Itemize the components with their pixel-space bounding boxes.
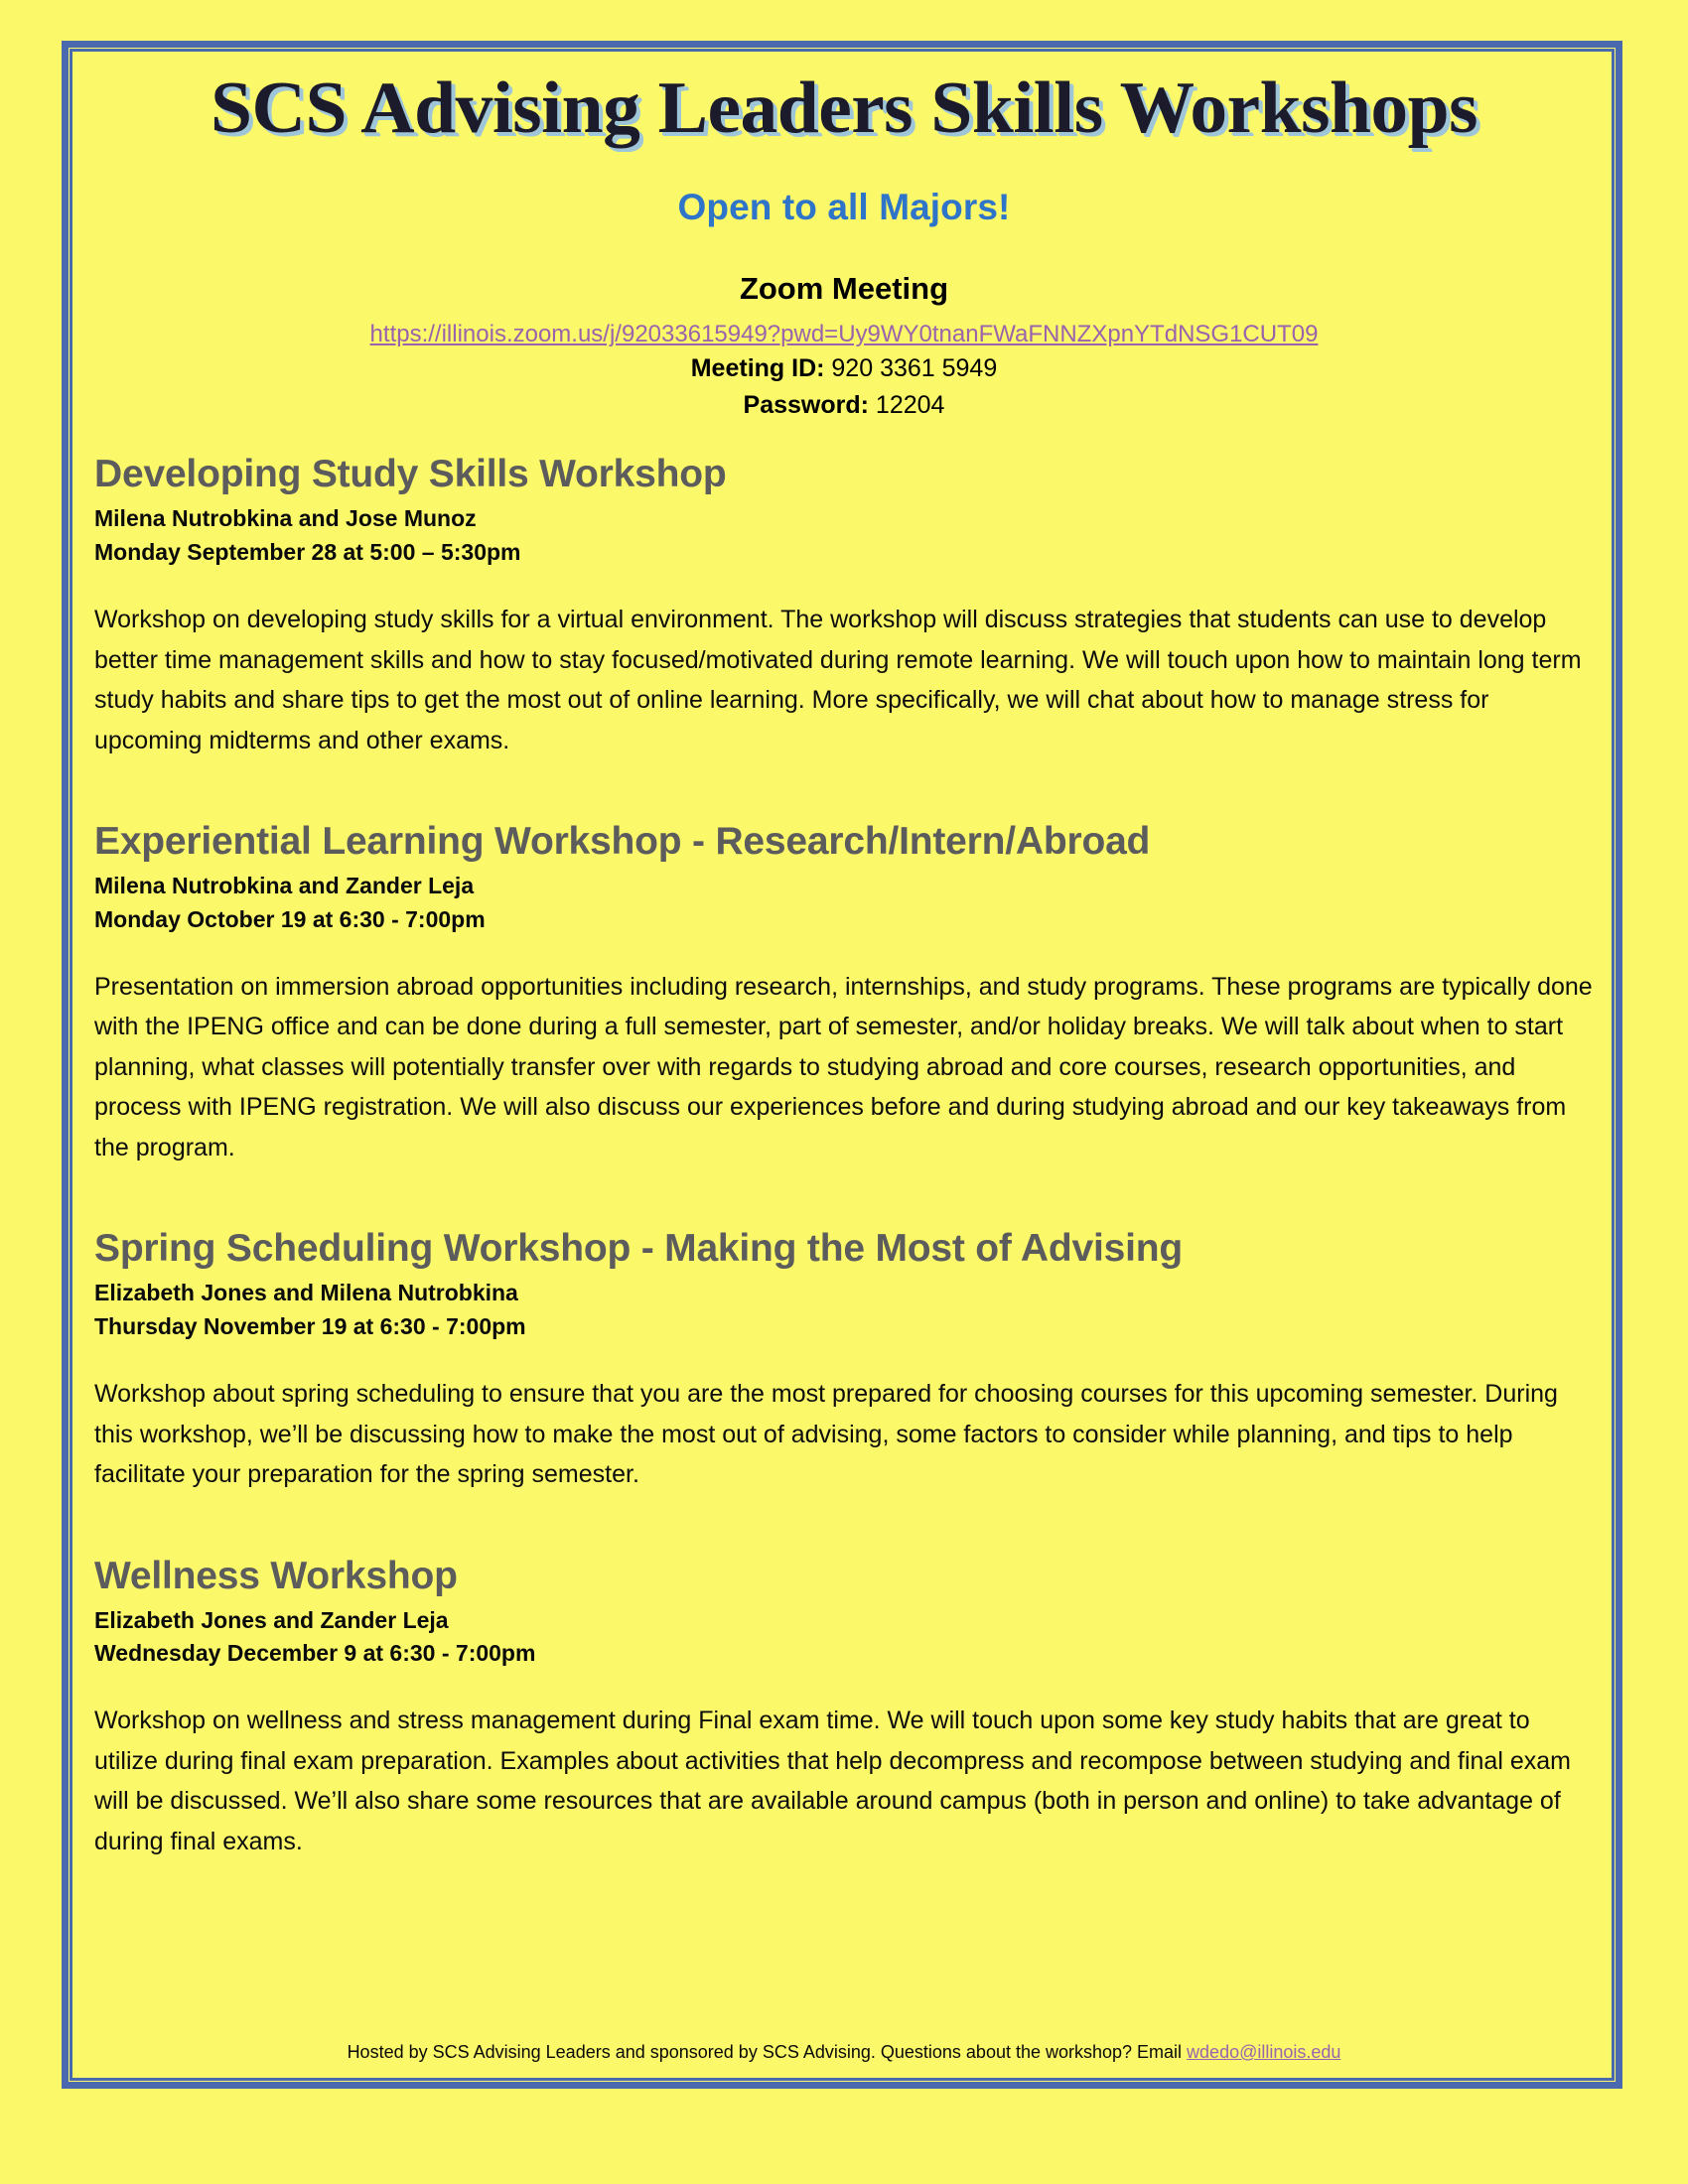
workshop-presenters: Elizabeth Jones and Zander Leja [94, 1606, 449, 1633]
workshop-description: Workshop on developing study skills for a virtual environment. The workshop will discuss strategies that students can use to develop better time management skills and how to stay focused/motivated during remote learning. We will touch upon how to maintain long term study habits and share tips to get the most out of online learning. More specifically, we will chat about how to manage stress for upcoming midterms and other exams. [94, 606, 1582, 754]
workshop-description: Workshop on wellness and stress management during Final exam time. We will touch upon some key study habits that are great to utilize during final exam preparation. Examples about activities that help decompress and recompose between studying and final exam will be discussed. We’ll also share some resources that are available around campus (both in person and online) to take advantage of during final exams. [94, 1706, 1571, 1855]
workshop-description: Presentation on immersion abroad opportunities including research, internships, and study programs. These programs are typically done with the IPENG office and can be done during a full semester, part of semester, and/or holiday breaks. We will talk about when to start planning, what classes will potentially transfer over with regards to studying abroad and core courses, research opportunities, and process with IPENG registration. We will also discuss our experiences before and during studying abroad and our key takeaways from the program. [94, 972, 1593, 1161]
workshop-title: Experiential Learning Workshop - Research/Intern/Abroad [94, 820, 1151, 864]
workshop-title: Developing Study Skills Workshop [94, 453, 727, 496]
footer-text: Hosted by SCS Advising Leaders and sponsored by SCS Advising. Questions about the workshop? Email [347, 2042, 1188, 2062]
footer-email-link[interactable]: wdedo@illinois.edu [1187, 2042, 1341, 2062]
workshop-presenters: Elizabeth Jones and Milena Nutrobkina [94, 1280, 518, 1306]
zoom-meeting-heading: Zoom Meeting [739, 271, 949, 306]
zoom-meeting-id-label: Meeting ID: [690, 353, 825, 382]
zoom-meeting-id-row [94, 349, 1594, 386]
workshop-title: Spring Scheduling Workshop - Making the Most of Advising [94, 1227, 1183, 1271]
workshop-item [94, 1226, 1594, 1553]
workshop-item [94, 819, 1594, 1226]
flyer-content [94, 60, 1594, 1920]
page-title: SCS Advising Leaders Skills Workshops [211, 68, 1477, 149]
workshop-presenters: Milena Nutrobkina and Jose Munoz [94, 505, 477, 532]
workshop-datetime: Monday September 28 at 5:00 – 5:30pm [94, 538, 521, 565]
zoom-meeting-block [94, 228, 1594, 422]
workshop-list [94, 422, 1594, 1920]
workshop-description: Workshop about spring scheduling to ensure that you are the most prepared for choosing courses for this upcoming semester. During this workshop, we’ll be discussing how to make the most out of advising, some factors to consider while planning, and tips to help facilitate your preparation for the spring semester. [94, 1380, 1558, 1489]
zoom-password-row [94, 386, 1594, 423]
zoom-password-label: Password: [743, 390, 869, 419]
zoom-password-value: 12204 [875, 390, 945, 419]
zoom-meeting-link[interactable]: https://illinois.zoom.us/j/92033615949?pwd=Uy9WY0tnanFWaFNNZXpnYTdNSG1CUT09 [369, 320, 1319, 347]
subtitle-open-to-all-majors: Open to all Majors! [677, 187, 1011, 227]
workshop-item [94, 1554, 1594, 1921]
workshop-datetime: Wednesday December 9 at 6:30 - 7:00pm [94, 1639, 536, 1666]
workshop-item [94, 452, 1594, 819]
workshop-title: Wellness Workshop [94, 1554, 458, 1597]
zoom-meeting-id-value: 920 3361 5949 [831, 353, 998, 382]
footer [94, 2040, 1594, 2065]
workshop-datetime: Thursday November 19 at 6:30 - 7:00pm [94, 1312, 526, 1339]
workshop-presenters: Milena Nutrobkina and Zander Leja [94, 873, 475, 899]
workshop-datetime: Monday October 19 at 6:30 - 7:00pm [94, 905, 486, 932]
